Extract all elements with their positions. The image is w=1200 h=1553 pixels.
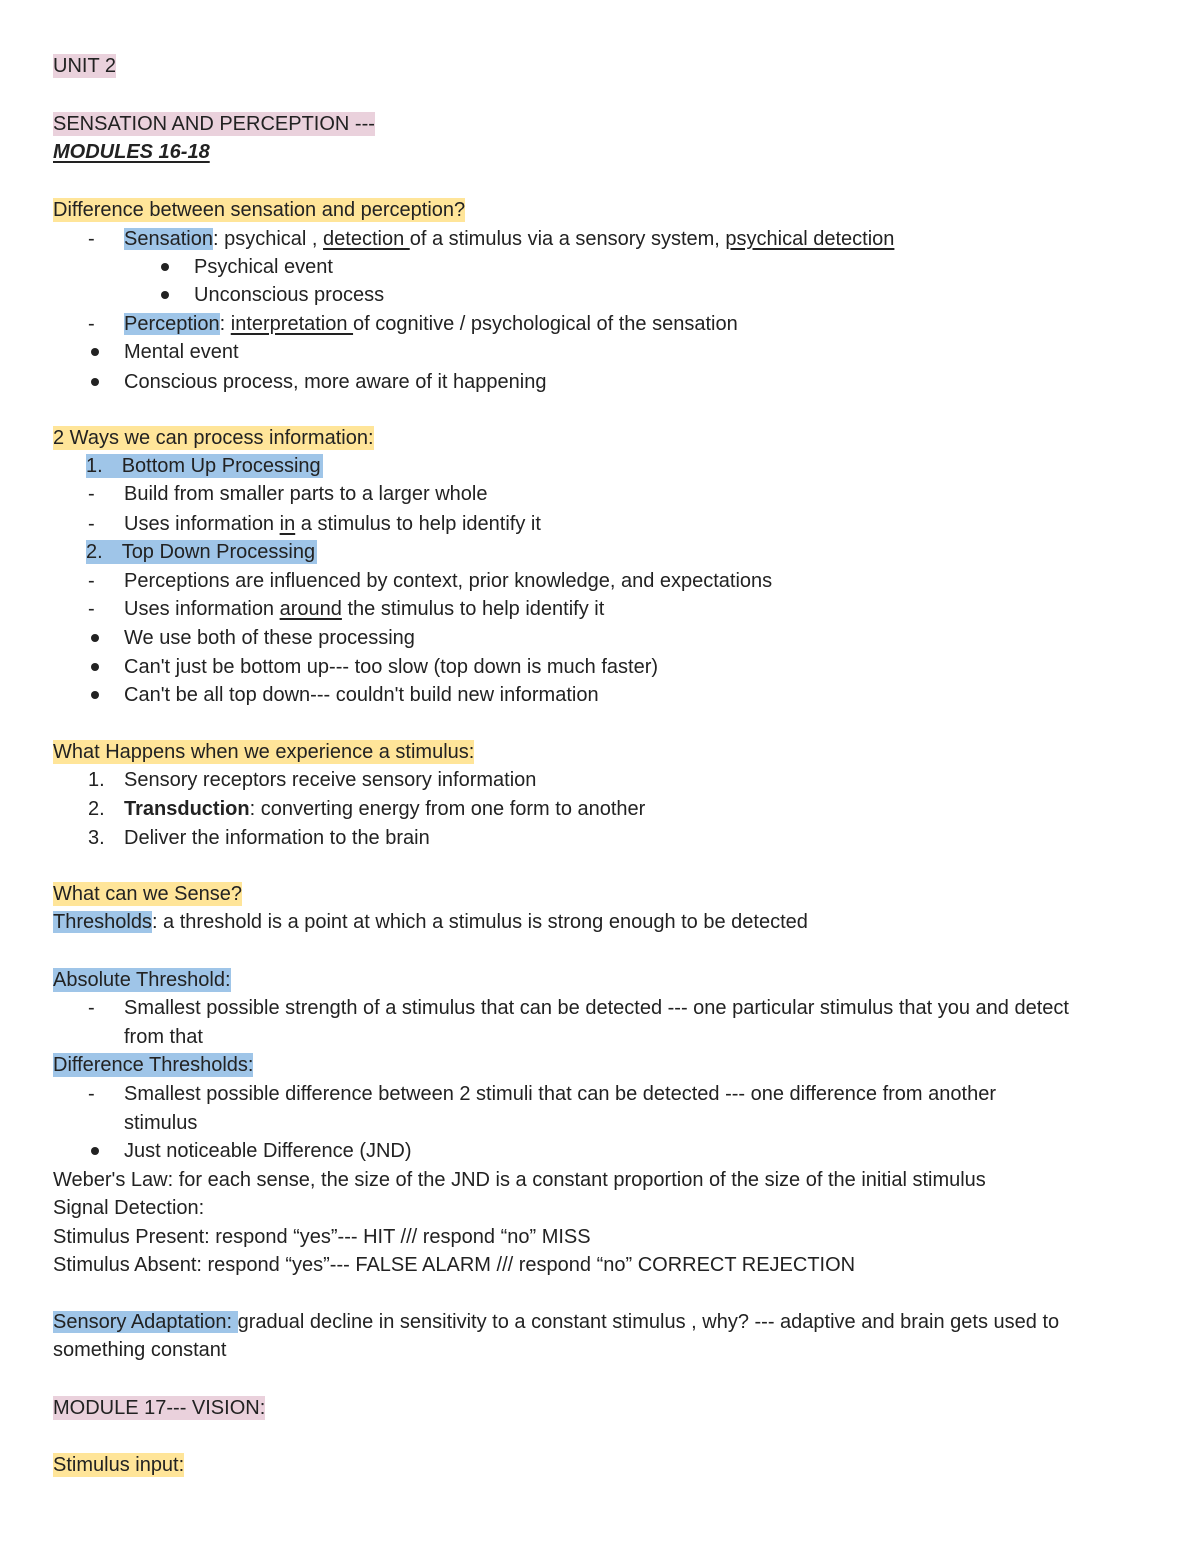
dash-marker: - <box>88 313 95 335</box>
dash-marker: - <box>88 513 95 535</box>
paragraph-text: Weber's Law: for each sense, the size of the JND is a constant proportion of the size of the initial stimulus <box>53 1169 986 1191</box>
list-item-text: Mental event <box>124 341 239 363</box>
list-item-text: Can't just be bottom up--- too slow (top down is much faster) <box>124 656 659 678</box>
text-run: : <box>219 313 231 335</box>
section-heading: Difference between sensation and perception? <box>53 199 466 221</box>
list-item-text: stimulus <box>124 1112 198 1134</box>
dash-marker: - <box>88 598 95 620</box>
text-run: of cognitive / psychological of the sensation <box>353 313 738 335</box>
list-item-text <box>124 797 645 821</box>
text-run: of a stimulus via a sensory system, <box>409 228 726 250</box>
list-item-text: Conscious process, more aware of it happening <box>124 371 547 393</box>
section-heading: Stimulus input: <box>53 1454 185 1476</box>
list-item-text <box>124 312 738 336</box>
module-heading: MODULE 17--- VISION: <box>53 1397 266 1419</box>
list-number: 3. <box>88 827 105 849</box>
paragraph-text: Signal Detection: <box>53 1197 205 1219</box>
underlined-text: interpretation <box>230 313 354 335</box>
underlined-text: in <box>279 513 296 535</box>
underlined-text: detection <box>323 228 410 250</box>
bullet-icon <box>91 634 99 642</box>
page-title: SENSATION AND PERCEPTION --- <box>53 113 375 135</box>
list-number: 1. <box>86 455 103 477</box>
term-heading: Absolute Threshold: <box>53 969 231 991</box>
term-heading: Difference Thresholds: <box>53 1054 254 1076</box>
section-heading: 2 Ways we can process information: <box>53 427 374 449</box>
list-item-text: Unconscious process <box>194 284 385 306</box>
list-item-text: Smallest possible strength of a stimulus that can be detected --- one particular stimulus that you and detect <box>124 997 1069 1019</box>
dash-marker: - <box>88 483 95 505</box>
text-run: : a threshold is a point at which a stimulus is strong enough to be detected <box>151 911 808 933</box>
bullet-icon <box>161 263 169 271</box>
list-item-text: We use both of these processing <box>124 627 415 649</box>
bullet-icon <box>161 291 169 299</box>
list-number: 2. <box>88 798 105 820</box>
list-item-text <box>124 597 604 621</box>
bold-term: Transduction <box>124 798 250 820</box>
paragraph-text: Stimulus Present: respond “yes”--- HIT /// respond “no” MISS <box>53 1226 591 1248</box>
text-run: : converting energy from one form to another <box>249 798 646 820</box>
paragraph-text <box>53 910 808 934</box>
text-run: a stimulus to help identify it <box>295 513 541 535</box>
list-number: 2. <box>86 541 103 563</box>
paragraph-text: something constant <box>53 1339 227 1361</box>
bullet-icon <box>91 663 99 671</box>
numbered-heading <box>86 454 323 478</box>
list-item-text: Bottom Up Processing <box>121 455 321 477</box>
bullet-icon <box>91 691 99 699</box>
list-item-text: Just noticeable Difference (JND) <box>124 1140 412 1162</box>
text-run: the stimulus to help identify it <box>341 598 605 620</box>
underlined-text: psychical detection <box>725 228 895 250</box>
modules-subtitle: MODULES 16-18 <box>53 141 210 163</box>
list-item-text: Deliver the information to the brain <box>124 827 430 849</box>
underlined-text: around <box>279 598 342 620</box>
text-run: gradual decline in sensitivity to a constant stimulus , why? --- adaptive and brain gets used to <box>237 1311 1060 1333</box>
bullet-icon <box>91 378 99 386</box>
list-item-text: Psychical event <box>194 256 333 278</box>
list-item-text: Sensory receptors receive sensory information <box>124 769 537 791</box>
text-run: Uses information <box>124 513 280 535</box>
numbered-heading <box>86 540 317 564</box>
list-item-text <box>124 512 541 536</box>
dash-marker: - <box>88 228 95 250</box>
list-item-text: Can't be all top down--- couldn't build new information <box>124 684 599 706</box>
list-item-text: Build from smaller parts to a larger whole <box>124 483 488 505</box>
paragraph-text: Stimulus Absent: respond “yes”--- FALSE ALARM /// respond “no” CORRECT REJECTION <box>53 1254 856 1276</box>
list-item-text: from that <box>124 1026 203 1048</box>
bullet-icon <box>91 1147 99 1155</box>
dash-marker: - <box>88 1083 95 1105</box>
section-heading: What Happens when we experience a stimulus: <box>53 741 475 763</box>
dash-marker: - <box>88 570 95 592</box>
list-item-text <box>124 227 894 251</box>
text-run: Uses information <box>124 598 280 620</box>
list-item-text: Smallest possible difference between 2 stimuli that can be detected --- one difference from another <box>124 1083 996 1105</box>
term-highlight: Thresholds <box>53 911 152 933</box>
unit-heading: UNIT 2 <box>53 55 116 77</box>
text-run: : psychical , <box>212 228 324 250</box>
list-item-text: Perceptions are influenced by context, prior knowledge, and expectations <box>124 570 773 592</box>
section-heading: What can we Sense? <box>53 883 242 905</box>
list-item-text: Top Down Processing <box>121 541 316 563</box>
list-number: 1. <box>88 769 105 791</box>
term-highlight: Perception <box>124 313 220 335</box>
term-highlight: Sensory Adaptation: <box>53 1311 238 1333</box>
dash-marker: - <box>88 997 95 1019</box>
term-highlight: Sensation <box>124 228 213 250</box>
paragraph-text <box>53 1310 1059 1334</box>
bullet-icon <box>91 348 99 356</box>
